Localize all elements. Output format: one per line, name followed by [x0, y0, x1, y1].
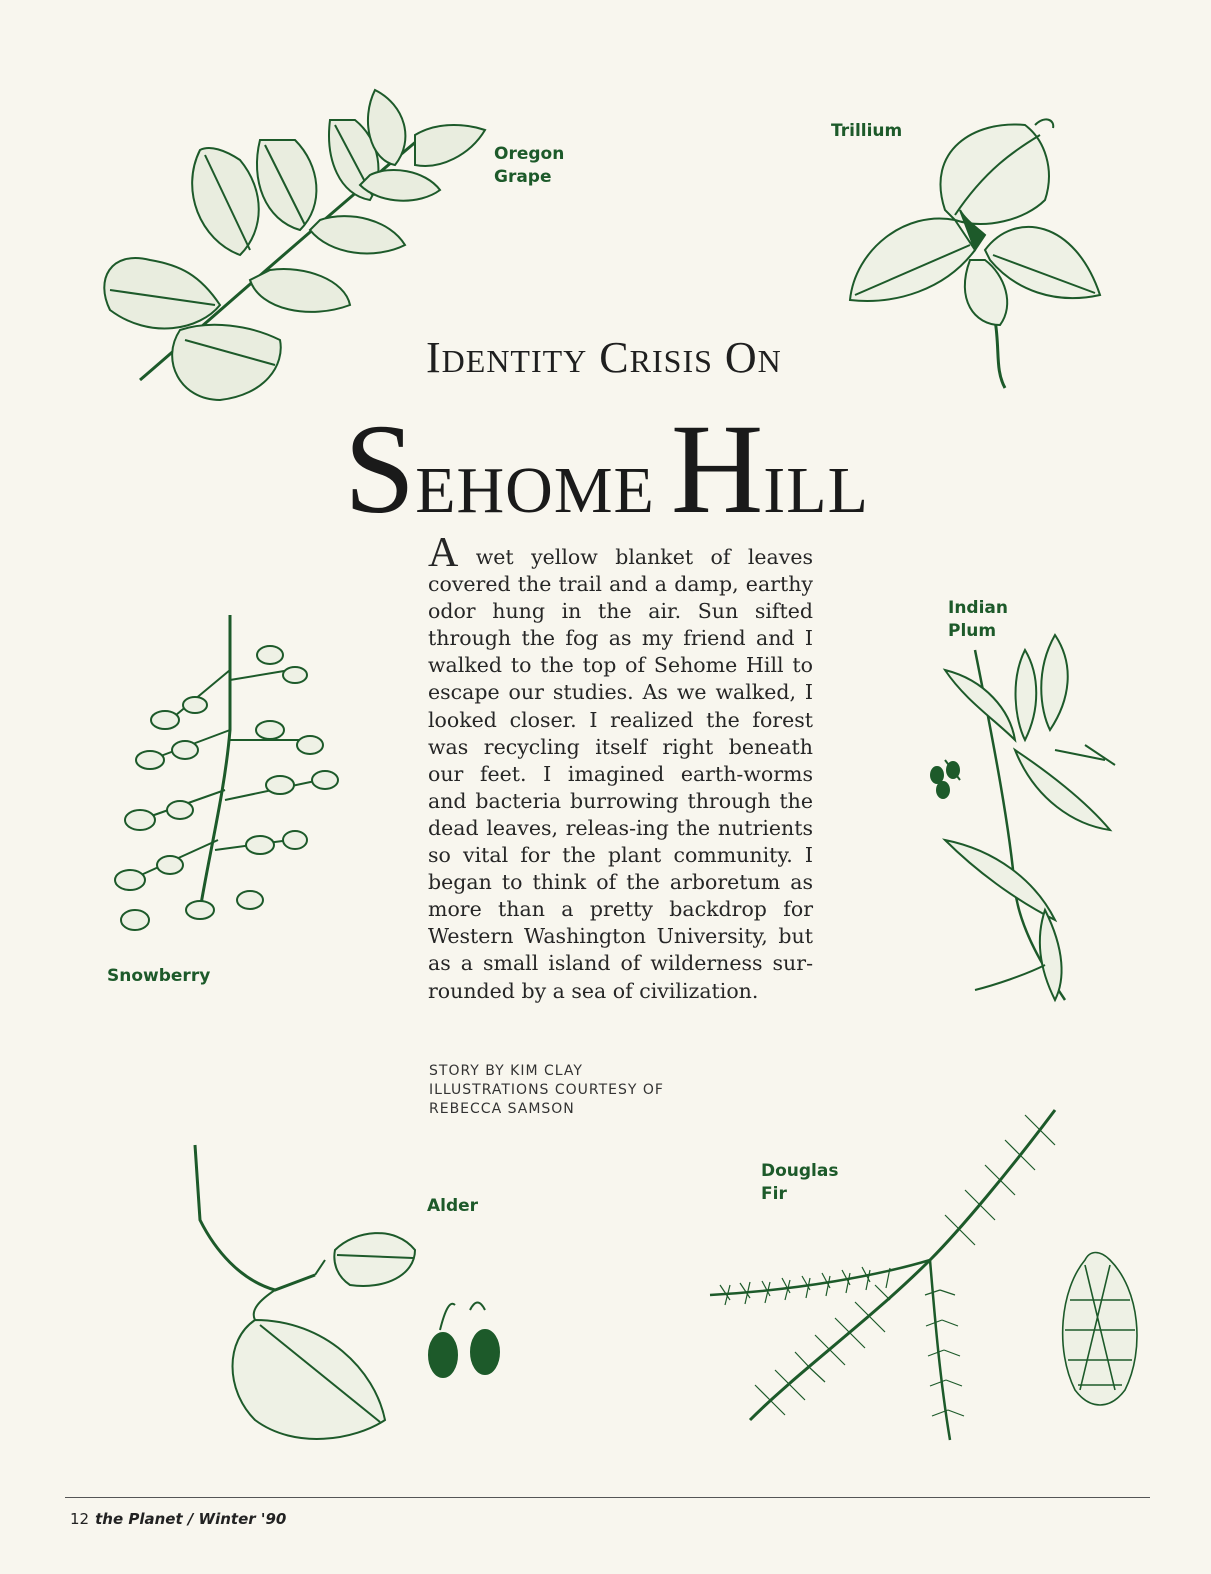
article-title-line2 — [344, 398, 869, 540]
page-footer — [70, 1510, 286, 1528]
article-credits — [429, 1062, 664, 1119]
title-word-on-cap: O — [724, 333, 758, 382]
credit-illustrator: REBECCA SAMSON — [429, 1101, 575, 1117]
label-douglas-fir: Douglas Fir — [761, 1161, 839, 1204]
label-alder: Alder — [427, 1196, 479, 1216]
footer-rule — [65, 1497, 1150, 1498]
label-oregon-grape: Oregon Grape — [494, 144, 565, 187]
title-word-identity-cap: I — [426, 333, 442, 382]
indian-plum-illustration — [915, 630, 1145, 1010]
title-word-hill-cap: H — [670, 398, 764, 540]
credit-story: STORY BY KIM CLAY — [429, 1063, 583, 1079]
body-paragraph: wet yellow blanket of leaves covered the trail and a damp, earthy odor hung in the air. Sun sifted through the fog as my friend and I walked to the top of Sehome Hill to escape our studies. As we walked, I looked closer. I realized the forest was recycling itself right beneath our feet. I imagined earth-worms and bacteria burrowing through the dead leaves, releas-ing the nutrients so vital for the plant community. I began to think of the arboretum as more than a pretty backdrop for Western Washington University, but as a small island of wilderness sur-rounded by a sea of civilization. — [428, 545, 813, 1003]
page-number: 12 — [70, 1510, 90, 1528]
title-word-crisis-rest: RISIS — [629, 343, 713, 379]
credit-illustrations: ILLUSTRATIONS COURTESY OF — [429, 1082, 664, 1098]
alder-illustration — [185, 1140, 515, 1450]
label-trillium: Trillium — [831, 121, 903, 141]
title-word-on-rest: N — [757, 343, 782, 379]
douglas-fir-illustration — [690, 1090, 1150, 1470]
title-word-sehome-cap: S — [344, 398, 416, 540]
title-word-identity-rest: DENTITY — [441, 343, 588, 379]
label-indian-plum: Indian Plum — [948, 598, 1008, 641]
title-word-sehome-rest: EHOME — [415, 454, 655, 527]
publication-name: the Planet / Winter '90 — [95, 1510, 287, 1528]
article-title-line1 — [426, 332, 782, 383]
drop-cap: A — [428, 530, 459, 576]
title-word-hill-rest: ILL — [763, 454, 869, 527]
title-word-crisis-cap: C — [599, 333, 630, 382]
snowberry-illustration — [90, 610, 360, 950]
label-snowberry: Snowberry — [107, 966, 211, 986]
article-body — [428, 530, 813, 1005]
trillium-illustration — [845, 110, 1105, 390]
